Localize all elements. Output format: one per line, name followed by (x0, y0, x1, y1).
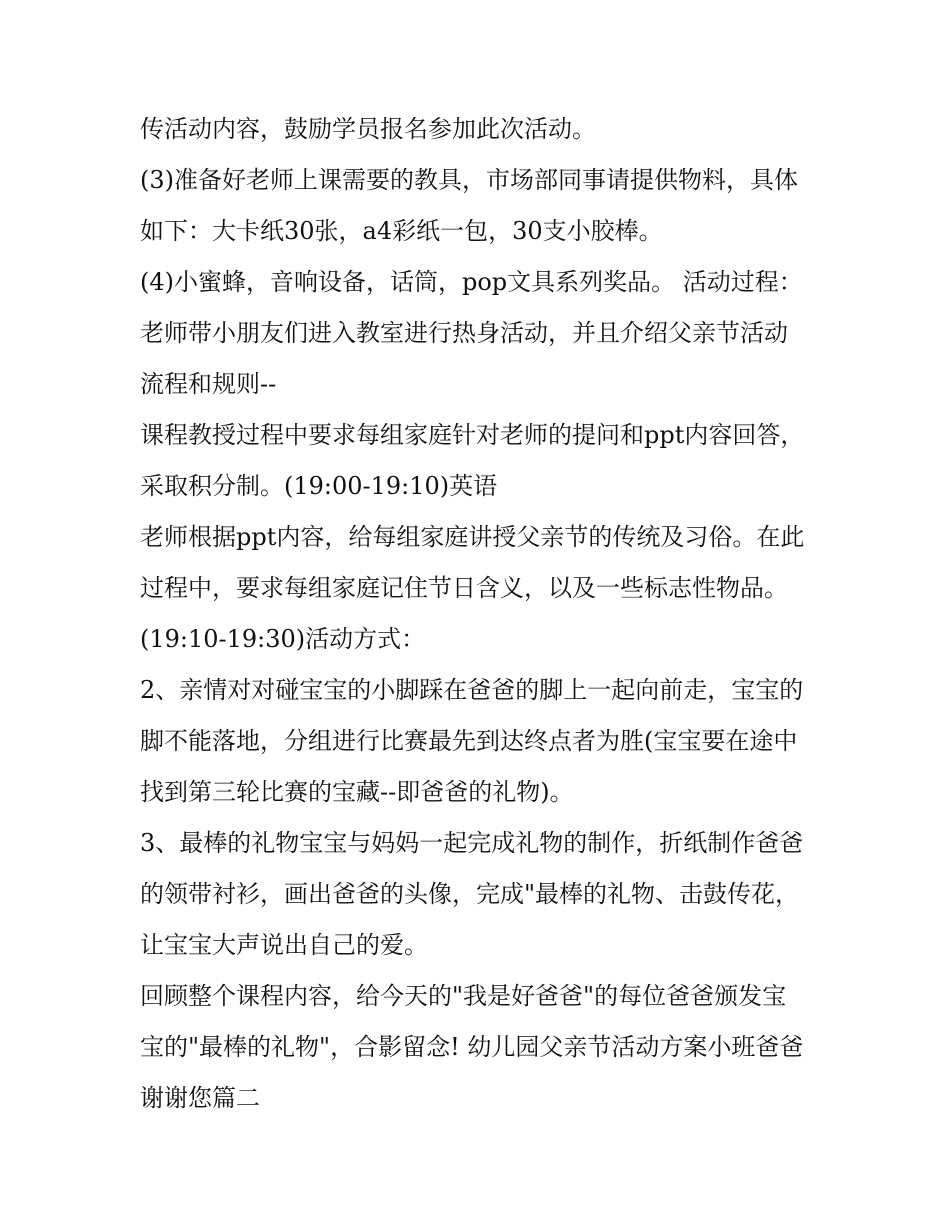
document-body (140, 104, 810, 1124)
paragraph-8: 回顾整个课程内容，给今天的"我是好爸爸"的每位爸爸颁发宝宝的"最棒的礼物"，合影留念! 幼儿园父亲节活动方案小班爸爸谢谢您篇二 (140, 982, 804, 1112)
paragraph-4: 课程教授过程中要求每组家庭针对老师的提问和ppt内容回答，采取积分制。(19:00-19:10)英语 (140, 421, 805, 500)
paragraph-1: 传活动内容，鼓励学员报名参加此次活动。 (140, 115, 596, 143)
paragraph-7: 3、最棒的礼物宝宝与妈妈一起完成礼物的制作，折纸制作爸爸的领带衬衫，画出爸爸的头像，完成"最棒的礼物、击鼓传花，让宝宝大声说出自己的爱。 (140, 829, 804, 959)
paragraph-5: 老师根据ppt内容，给每组家庭讲授父亲节的传统及习俗。在此过程中，要求每组家庭记住节日含义，以及一些标志性物品。(19:10-19:30)活动方式： (140, 523, 805, 653)
paragraph-2: (3)准备好老师上课需要的教具，市场部同事请提供物料，具体如下：大卡纸30张，a4彩纸一包，30支小胶棒。 (140, 166, 798, 245)
paragraph-6: 2、亲情对对碰宝宝的小脚踩在爸爸的脚上一起向前走，宝宝的脚不能落地，分组进行比赛最先到达终点者为胜(宝宝要在途中找到第三轮比赛的宝藏--即爸爸的礼物)。 (140, 676, 804, 806)
paragraph-3: (4)小蜜蜂，音响设备，话筒，pop文具系列奖品。 活动过程： 老师带小朋友们进入教室进行热身活动，并且介绍父亲节活动流程和规则-- (140, 268, 803, 398)
